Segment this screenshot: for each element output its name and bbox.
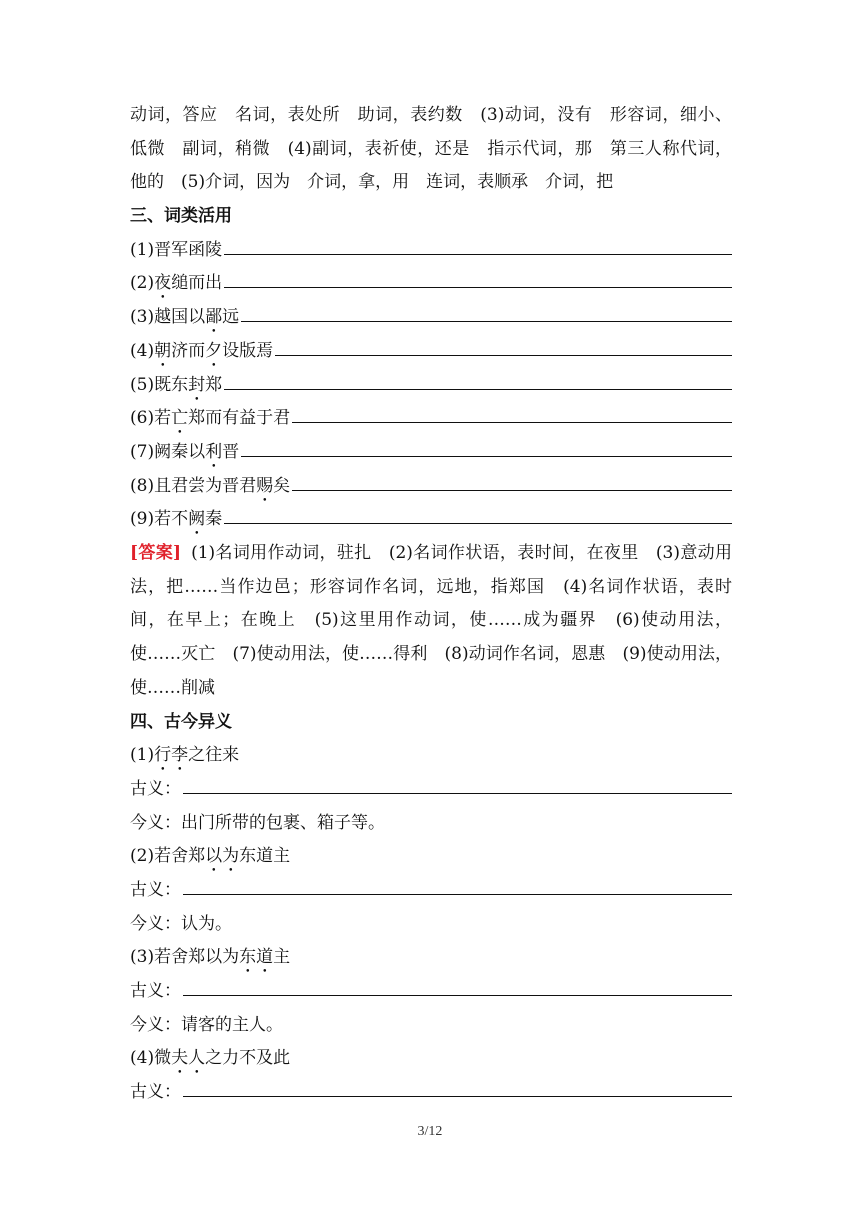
item-text-pre: (1)晋军 — [130, 239, 189, 260]
section-3-title: 三、词类活用 — [130, 206, 232, 227]
answer-tag: [答案] — [130, 542, 182, 563]
item-text-post: 主 — [273, 947, 291, 968]
item-text-pre: (6)若 — [130, 408, 172, 429]
emphasized-word: 亡 — [171, 408, 189, 429]
item-text-post: 济而 — [171, 340, 206, 361]
answer-blank — [275, 335, 732, 356]
exercise-item-4 — [130, 335, 732, 369]
ancient-meaning-line — [130, 874, 732, 908]
emphasized-word: 行李 — [154, 745, 189, 766]
emphasized-word: 夜 — [154, 273, 172, 294]
exercise-item-5 — [130, 369, 732, 403]
answer-blank — [183, 773, 732, 794]
ancient-meaning-label: 古义： — [130, 879, 181, 900]
item-text-post: 晋 — [222, 441, 240, 462]
answer-blank — [241, 436, 732, 457]
emphasized-word: 以为 — [205, 846, 240, 867]
ancient-meaning-label: 古义： — [130, 778, 181, 799]
answer-blank — [224, 234, 732, 255]
item-text-post-2: 设版焉 — [222, 340, 274, 361]
answer-blank — [183, 1076, 732, 1097]
vocab-item-3 — [130, 941, 732, 975]
item-text-post: 东道主 — [239, 846, 291, 867]
ancient-meaning-line — [130, 975, 732, 1009]
answer-blank — [241, 301, 732, 322]
previous-answers-text: 动词，答应 名词，表处所 助词，表约数 (3)动词，没有 形容词，细小、低微 副词，稍微 (4)副词，表祈使，还是 指示代词，那 第三人称代词，他的 (5)介词，因为 介词，拿，用 连词，表顺承 介词，把 — [130, 105, 732, 193]
vocab-item-1 — [130, 739, 732, 773]
item-text-post: 之往来 — [188, 745, 240, 766]
exercise-item-8 — [130, 470, 732, 504]
answer-blank — [292, 470, 732, 491]
answer-blank — [224, 369, 732, 390]
item-text-pre: (7)阙秦以 — [130, 441, 206, 462]
page-number: 3/12 — [417, 1124, 443, 1139]
item-text-pre: (3)若舍郑以为 — [130, 947, 240, 968]
vocab-item-2 — [130, 840, 732, 874]
exercise-item-1 — [130, 234, 732, 268]
item-text-post: 郑而有益于君 — [188, 408, 291, 429]
item-text-post: 之力不及此 — [205, 1048, 291, 1069]
exercise-item-2 — [130, 267, 732, 301]
emphasized-word: 朝 — [154, 340, 172, 361]
ancient-meaning-label: 古义： — [130, 1082, 181, 1103]
modern-meaning: 今义：出门所带的包裹、箱子等。 — [130, 812, 385, 833]
item-text-pre: (8)且君尝为晋君 — [130, 475, 257, 496]
ancient-meaning-line — [130, 1076, 732, 1110]
item-text-pre: (1) — [130, 745, 155, 766]
answer-blank — [224, 503, 732, 524]
exercise-item-3 — [130, 301, 732, 335]
item-text-post: 矣 — [273, 475, 291, 496]
ancient-meaning-line — [130, 773, 732, 807]
item-text-post: 缒而出 — [171, 273, 223, 294]
section-4-title: 四、古今异义 — [130, 711, 232, 732]
emphasized-word: 封 — [188, 374, 206, 395]
item-text-post: 远 — [222, 307, 240, 328]
emphasized-word-2: 夕 — [205, 340, 223, 361]
answer-blank — [183, 975, 732, 996]
exercise-item-9 — [130, 503, 732, 537]
answer-text: (1)名词用作动词，驻扎 (2)名词作状语，表时间，在夜里 (3)意动用法，把……当作边邑；形容词作名词，远地，指郑国 (4)名词作状语，表时间，在早上；在晚上 (5)这里用作动词，使……成为疆界 (6)使动用法，使……灭亡 (7)使动用法，使……得利 (8)动词作名词，恩惠 (9)使动用法，使……削减 — [130, 542, 732, 698]
item-text-pre: (3)越国以 — [130, 307, 206, 328]
answer-blank — [224, 267, 732, 288]
exercise-item-7 — [130, 436, 732, 470]
item-text-pre: (2) — [130, 273, 155, 294]
item-text-pre: (5)既东 — [130, 374, 189, 395]
emphasized-word: 赐 — [256, 475, 274, 496]
answer-blank — [183, 874, 732, 895]
item-text-post: 郑 — [205, 374, 223, 395]
vocab-item-4 — [130, 1042, 732, 1076]
item-text-pre: (2)若舍郑 — [130, 846, 206, 867]
item-text-pre: (4)微 — [130, 1048, 172, 1069]
exercise-item-6 — [130, 402, 732, 436]
item-text-pre: (9)若不 — [130, 509, 189, 530]
emphasized-word: 利 — [205, 441, 223, 462]
answer-blank — [292, 402, 732, 423]
emphasized-word: 夫人 — [171, 1048, 206, 1069]
answer-paragraph — [130, 537, 732, 706]
item-text-pre: (4) — [130, 340, 155, 361]
emphasized-word: 东道 — [239, 947, 274, 968]
previous-answers-paragraph — [130, 99, 732, 200]
item-text-post: 秦 — [205, 509, 223, 530]
modern-meaning: 今义：请客的主人。 — [130, 1014, 283, 1035]
emphasized-word: 阙 — [188, 509, 206, 530]
page-content — [130, 99, 732, 1110]
emphasized-word: 鄙 — [205, 307, 223, 328]
item-text-post: 函陵 — [188, 239, 223, 260]
modern-meaning: 今义：认为。 — [130, 913, 232, 934]
ancient-meaning-label: 古义： — [130, 981, 181, 1001]
